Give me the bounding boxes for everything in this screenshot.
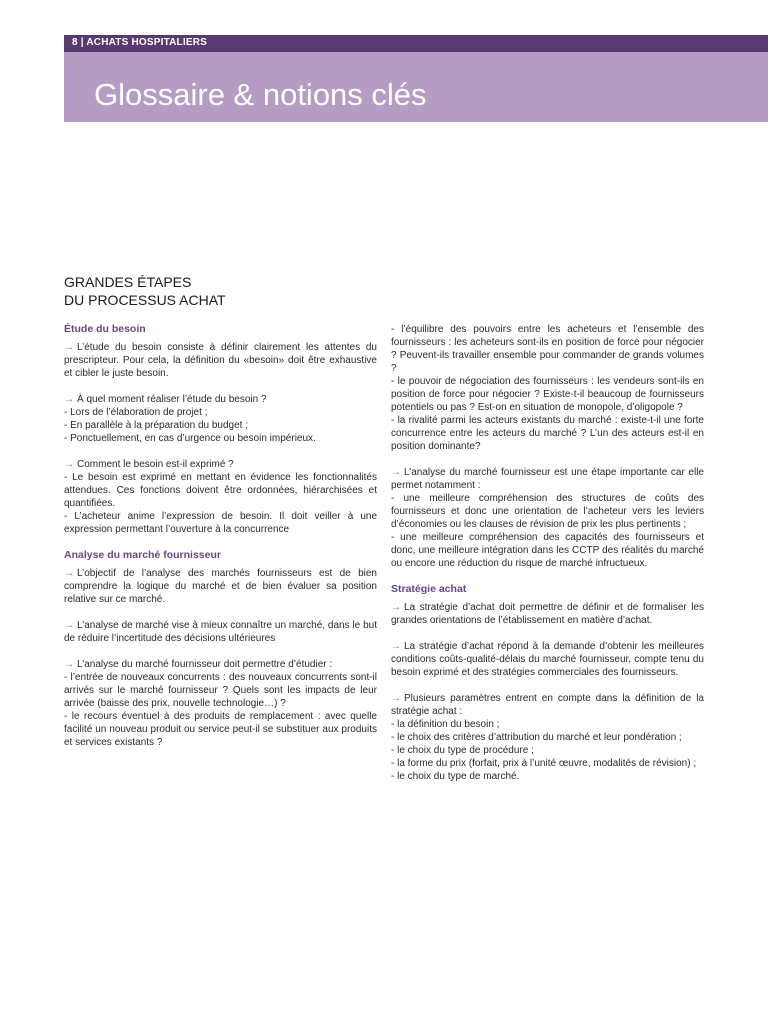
line-text: À quel moment réaliser l’étude du besoin ? xyxy=(77,394,267,405)
arrow-icon: → xyxy=(64,394,74,405)
paragraph-line xyxy=(64,658,377,671)
paragraph-line: - l’entrée de nouveaux concurrents : des nouveaux concurrents sont-il arrivés sur le marché fournisseur ? Quels sont les impacts de leur arrivée (baisse des prix, nouvelle technologie…) ? xyxy=(64,672,377,709)
paragraph-line: - la définition du besoin ; xyxy=(391,719,500,730)
paragraph xyxy=(391,323,704,453)
subheading-strategie: Stratégie achat xyxy=(391,583,467,595)
arrow-icon: → xyxy=(64,342,74,353)
header-label: 8 | ACHATS HOSPITALIERS xyxy=(72,37,208,48)
paragraph-line: - une meilleure compréhension des structures de coûts des fournisseurs et donc une orientation de l’acheteur vers les leviers d’économies ou les clauses de révision de prix les plus pertinents ; xyxy=(391,493,704,530)
paragraph xyxy=(64,458,377,536)
paragraph-line: - En parallèle à la préparation du budget ; xyxy=(64,420,249,431)
right-column xyxy=(391,323,704,796)
paragraph-line: - une meilleure compréhension des capacités des fournisseurs et donc, une meilleure intégration dans les CCTP des réalités du marché ou encore une réduction du risque de marché infructueux. xyxy=(391,532,704,569)
title-band xyxy=(64,52,768,122)
arrow-icon: → xyxy=(64,459,74,470)
arrow-icon: → xyxy=(391,693,401,704)
paragraph-line: - L’acheteur anime l’expression de besoin. Il doit veiller à une expression permettant l’ouverture à la concurrence xyxy=(64,511,377,535)
arrow-icon: → xyxy=(391,602,401,613)
paragraph xyxy=(64,393,377,445)
left-column xyxy=(64,323,377,762)
paragraph xyxy=(391,466,704,570)
line-text: L’analyse du marché fournisseur est une étape importante car elle permet notamment : xyxy=(391,467,704,491)
section-title-line: DU PROCESSUS ACHAT xyxy=(64,292,226,308)
paragraph-line: - le choix du type de procédure ; xyxy=(391,745,534,756)
header-bar xyxy=(64,35,768,52)
arrow-icon: → xyxy=(391,467,401,478)
paragraph xyxy=(64,567,377,606)
paragraph xyxy=(64,619,377,645)
subheading-analyse: Analyse du marché fournisseur xyxy=(64,549,221,561)
paragraph xyxy=(391,692,704,783)
page-title: Glossaire & notions clés xyxy=(94,77,427,112)
paragraph-line xyxy=(391,466,704,492)
paragraph-line xyxy=(64,393,377,406)
line-text: Plusieurs paramètres entrent en compte dans la définition de la stratégie achat : xyxy=(391,693,704,717)
section-title-line: GRANDES ÉTAPES xyxy=(64,274,192,290)
subheading-etude: Étude du besoin xyxy=(64,323,146,335)
paragraph xyxy=(64,658,377,749)
line-text: Comment le besoin est-il exprimé ? xyxy=(77,459,234,470)
paragraph-line xyxy=(64,458,377,471)
paragraph xyxy=(64,341,377,380)
paragraph-line xyxy=(391,692,704,718)
paragraph-line: - l’équilibre des pouvoirs entre les acheteurs et l’ensemble des fournisseurs : les acheteurs sont-ils en position de force pour négocier ? Peuvent-ils travailler ensemble pour commander de grands volumes ? xyxy=(391,324,704,374)
paragraph-line: - Le besoin est exprimé en mettant en évidence les fonctionnalités attendues. Ces fonctions doivent être ordonnées, hiérarchisées et quantifiées. xyxy=(64,472,377,509)
section-title xyxy=(64,273,226,309)
paragraph-text: L’objectif de l’analyse des marchés fournisseurs est de bien comprendre la logique du marché et de bien évaluer sa position relative sur ce marché. xyxy=(64,568,377,605)
paragraph-line: - Ponctuellement, en cas d’urgence ou besoin impérieux. xyxy=(64,433,316,444)
arrow-icon: → xyxy=(64,568,74,579)
paragraph-line: - le recours éventuel à des produits de remplacement : avec quelle facilité un nouveau produit ou service peut-il se substituer aux produits et services existants ? xyxy=(64,711,377,748)
paragraph-line: - le choix des critères d’attribution du marché et leur pondération ; xyxy=(391,732,682,743)
paragraph-line: - Lors de l’élaboration de projet ; xyxy=(64,407,208,418)
arrow-icon: → xyxy=(64,620,74,631)
paragraph-text: L’étude du besoin consiste à définir clairement les attentes du prescripteur. Pour cela, la définition du «besoin» doit être exhaustive et cibler le juste besoin. xyxy=(64,342,377,379)
arrow-icon: → xyxy=(391,641,401,652)
paragraph-text: La stratégie d’achat doit permettre de définir et de formaliser les grandes orientations de l’établissement en matière d’achat. xyxy=(391,602,704,626)
paragraph-text: La stratégie d’achat répond à la demande d’obtenir les meilleures conditions coûts-qualité-délais du marché fournisseur, compte tenu du besoin exprimé et des stratégies commerciales des fournisseurs. xyxy=(391,641,704,678)
paragraph-text: L’analyse de marché vise à mieux connaître un marché, dans le but de réduire l’incertitude des décisions ultérieures xyxy=(64,620,377,644)
arrow-icon: → xyxy=(64,659,74,670)
paragraph-line: - le choix du type de marché. xyxy=(391,771,520,782)
paragraph xyxy=(391,601,704,627)
line-text: L’analyse du marché fournisseur doit permettre d’étudier : xyxy=(77,659,333,670)
paragraph-line: - le pouvoir de négociation des fournisseurs : les vendeurs sont-ils en position de force pour négocier ? Existe-t-il beaucoup de fournisseurs potentiels ou pas ? Est-on en situation de monopole, d’oligopole ? xyxy=(391,376,704,413)
paragraph-line: - la forme du prix (forfait, prix à l’unité œuvre, modalités de révision) ; xyxy=(391,758,697,769)
paragraph xyxy=(391,640,704,679)
paragraph-line: - la rivalité parmi les acteurs existants du marché : existe-t-il une forte concurrence entre les acteurs du marché ? L’un des acteurs est-il en position dominante? xyxy=(391,415,704,452)
